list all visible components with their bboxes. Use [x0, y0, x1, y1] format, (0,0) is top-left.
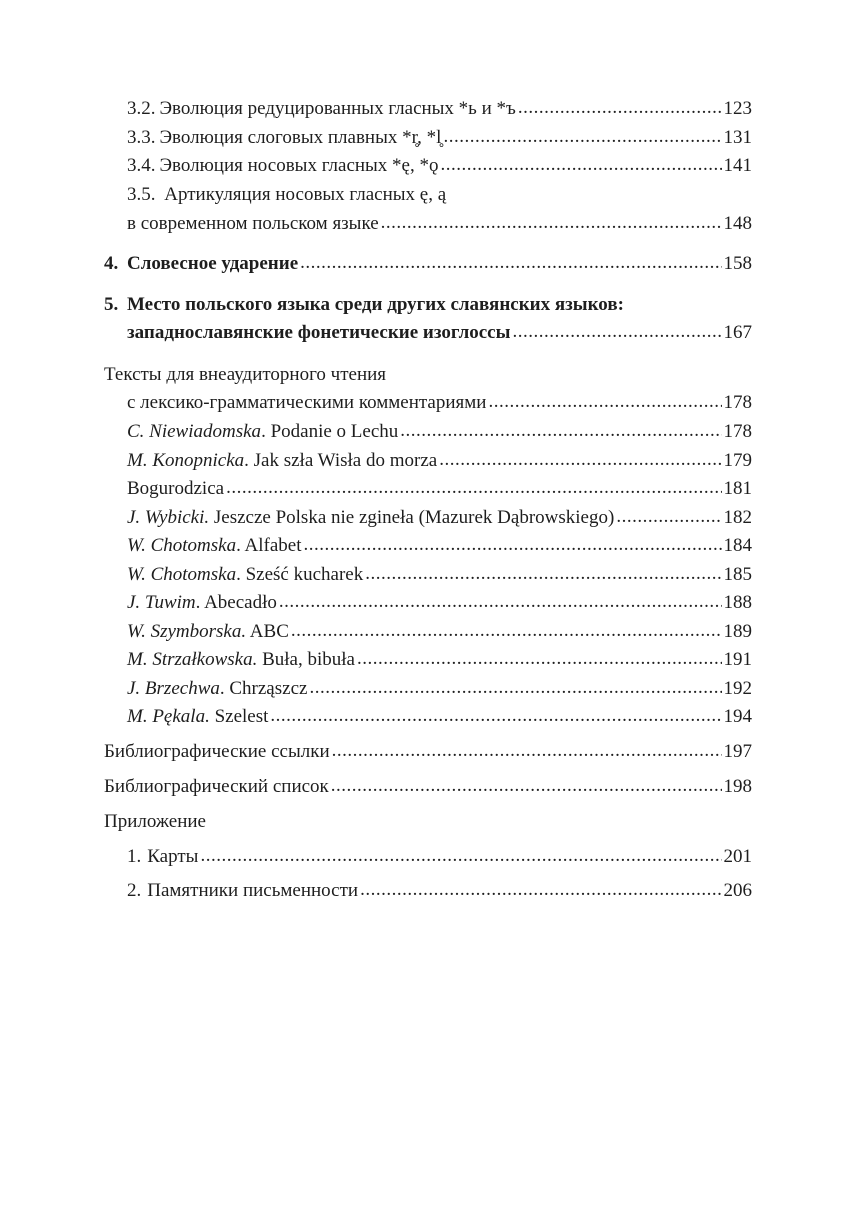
author-sep: .: [236, 535, 241, 556]
toc-chapter: [104, 253, 752, 275]
leader-dots: [381, 212, 722, 234]
entry-number: 3.2.: [127, 98, 156, 119]
entry-title: Эволюция редуцированных гласных *ь и *ъ: [159, 98, 516, 119]
entry-number: 3.4.: [127, 155, 156, 176]
entry-title: Карты: [147, 846, 199, 867]
toc-section: [104, 776, 752, 798]
chapter-title: Словесное ударение: [127, 253, 299, 274]
text-author: W. Chotomska: [127, 564, 237, 585]
toc-chapter-line2: [127, 322, 752, 344]
leader-dots: [279, 591, 722, 613]
appendix-entry: [127, 846, 752, 868]
leader-dots: [304, 534, 722, 556]
text-author: W. Chotomska: [127, 535, 237, 556]
entry-number: 3.5.: [127, 184, 156, 205]
leader-dots: [439, 449, 721, 471]
leader-dots: [512, 321, 721, 343]
entry-page: 148: [723, 213, 752, 234]
text-title: Jak szła Wisła do morza: [248, 450, 438, 471]
leader-dots: [270, 705, 721, 727]
leader-dots: [226, 477, 721, 499]
text-entry: [127, 535, 752, 557]
chapter-number: 4.: [104, 253, 119, 274]
leader-dots: [488, 391, 721, 413]
appendix-entry: [127, 880, 752, 902]
entry-title: Эволюция носовых гласных *ę, *ǫ: [159, 155, 439, 176]
leader-dots: [331, 775, 722, 797]
text-title: Bogurodzica: [127, 478, 225, 499]
entry-number: 3.3.: [127, 127, 156, 148]
text-page: 184: [723, 535, 752, 556]
entry-title: Артикуляция носовых гласных ę, ą: [164, 184, 447, 205]
text-entry: [127, 421, 752, 443]
leader-dots: [200, 845, 721, 867]
texts-page: 178: [723, 392, 752, 413]
text-page: 182: [723, 507, 752, 528]
author-sep: .: [219, 678, 225, 699]
text-title: ABC: [246, 621, 289, 642]
section-page: 198: [723, 776, 752, 797]
text-page: 189: [723, 621, 752, 642]
leader-dots: [332, 740, 722, 762]
author-sep: .: [244, 450, 249, 471]
text-page: 192: [723, 678, 752, 699]
text-entry: [127, 450, 752, 472]
leader-dots: [360, 879, 721, 901]
text-entry: [127, 649, 752, 671]
text-page: 188: [723, 592, 752, 613]
text-title: Szelest: [209, 706, 269, 727]
text-title: Buła, bibuła: [257, 649, 355, 670]
text-entry: [127, 564, 752, 586]
leader-dots: [616, 506, 721, 528]
text-entry: [127, 706, 752, 728]
entry-number: 2.: [127, 880, 142, 901]
text-title: Alfabet: [240, 535, 302, 556]
texts-heading-cont: [127, 392, 752, 414]
text-author: W. Szymborska.: [127, 621, 247, 642]
chapter-title: Место польского языка среди других славянских языков:: [127, 294, 624, 315]
leader-dots: [518, 97, 722, 119]
entry-title-cont: в современном польском языке: [127, 213, 379, 234]
toc-entry-line2: [127, 213, 752, 235]
text-title: Abecadło: [200, 592, 277, 613]
leader-dots: [357, 648, 722, 670]
chapter-page: 167: [723, 322, 752, 343]
toc-entry: [127, 155, 752, 177]
text-entry: [127, 478, 752, 500]
section-title: Библиографические ссылки: [104, 741, 330, 762]
text-entry: [127, 592, 752, 614]
entry-title: Памятники письменности: [147, 880, 359, 901]
chapter-title-cont: западнославянские фонетические изоглоссы: [127, 322, 511, 343]
text-page: 181: [723, 478, 752, 499]
toc-entry-line1: [127, 184, 446, 206]
entry-page: 206: [723, 880, 752, 901]
leader-dots: [443, 126, 721, 148]
text-page: 178: [723, 421, 752, 442]
text-author: M. Pękala.: [127, 706, 210, 727]
toc-entry: [127, 127, 752, 149]
entry-number: 1.: [127, 846, 142, 867]
text-entry: [127, 678, 752, 700]
author-sep: .: [236, 564, 241, 585]
text-page: 194: [723, 706, 752, 727]
toc-chapter-line1: [104, 294, 624, 316]
leader-dots: [309, 677, 721, 699]
entry-page: 201: [723, 846, 752, 867]
text-entry: [127, 621, 752, 643]
leader-dots: [365, 563, 721, 585]
entry-title: Эволюция слоговых плавных *r̥, *l̥: [159, 127, 442, 148]
text-page: 179: [723, 450, 752, 471]
author-sep: .: [261, 421, 266, 442]
text-author: J. Tuwim: [127, 592, 196, 613]
author-sep: .: [195, 592, 201, 613]
text-author: C. Niewiadomska: [127, 421, 262, 442]
text-page: 185: [723, 564, 752, 585]
toc-entry: [127, 98, 752, 120]
leader-dots: [291, 620, 722, 642]
text-author: M. Konopnicka: [127, 450, 245, 471]
chapter-page: 158: [723, 253, 752, 274]
texts-heading: Тексты для внеаудиторного чтения: [104, 364, 387, 385]
section-title: Библиографический список: [104, 776, 329, 797]
text-author: M. Strzałkowska.: [127, 649, 258, 670]
text-title: Podanie o Lechu: [265, 421, 399, 442]
section-page: 197: [723, 741, 752, 762]
text-entry: [127, 507, 752, 529]
chapter-number: 5.: [104, 294, 119, 315]
leader-dots: [300, 252, 721, 274]
leader-dots: [441, 154, 722, 176]
entry-page: 141: [723, 155, 752, 176]
appendix-heading: Приложение: [104, 811, 206, 832]
text-page: 191: [723, 649, 752, 670]
text-author: J. Wybicki.: [127, 507, 210, 528]
text-author: J. Brzechwa: [127, 678, 220, 699]
leader-dots: [400, 420, 721, 442]
entry-page: 131: [723, 127, 752, 148]
text-title: Jeszcze Polska nie zgineła (Mazurek Dąbrowskiego): [209, 507, 615, 528]
text-title: Chrząszcz: [224, 678, 308, 699]
texts-heading-line2: с лексико-грамматическими комментариями: [127, 392, 487, 413]
toc-section: [104, 741, 752, 763]
text-title: Sześć kucharek: [240, 564, 364, 585]
entry-page: 123: [723, 98, 752, 119]
